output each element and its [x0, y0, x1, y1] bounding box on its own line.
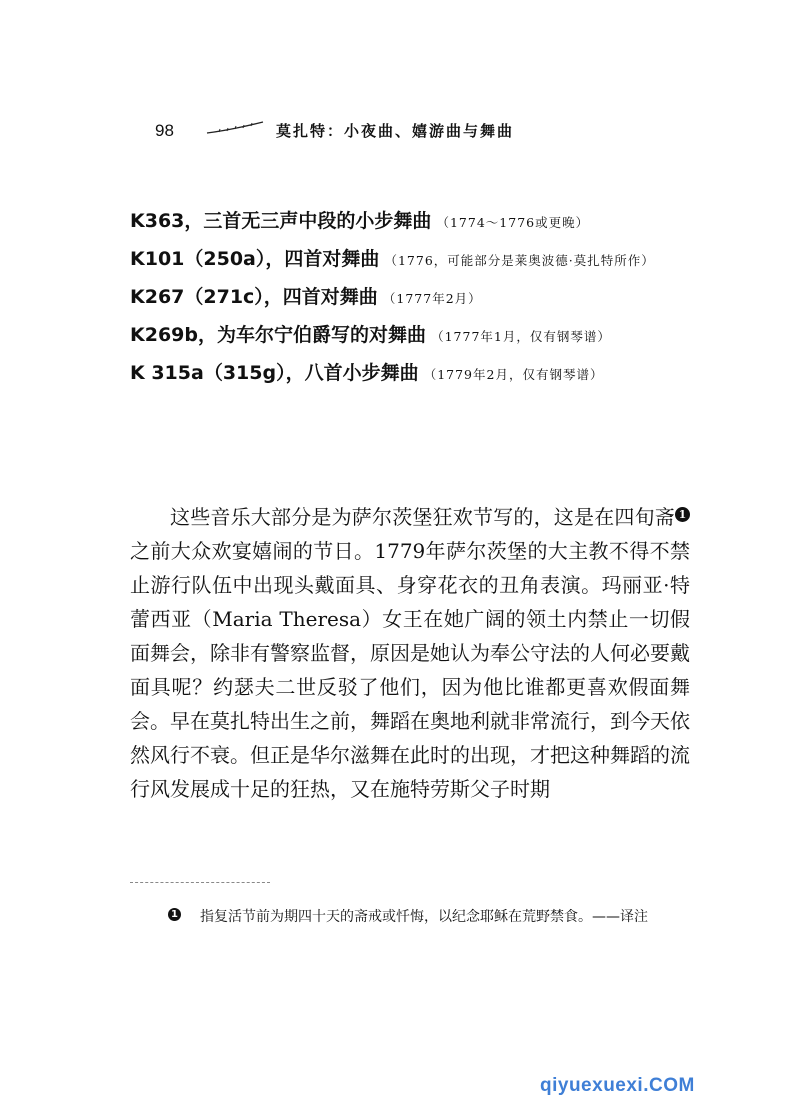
work-entry [130, 360, 695, 388]
work-title: K363，三首无三声中段的小步舞曲 [130, 210, 432, 232]
work-title: K101（250a），四首对舞曲 [130, 248, 380, 270]
page-number: 98 [155, 121, 174, 140]
work-title: K267（271c），四首对舞曲 [130, 286, 378, 308]
header-ornament [205, 120, 267, 134]
work-note: （1779年2月，仅有钢琴谱） [423, 367, 604, 382]
body-paragraph [130, 500, 690, 806]
work-note: （1777年2月） [382, 291, 482, 306]
footnote [168, 905, 693, 929]
body-text-before-note: 这些音乐大部分是为萨尔茨堡狂欢节写的，这是在四旬斋 [170, 505, 675, 529]
footnote-text: 指复活节前为期四十天的斋戒或忏悔，以纪念耶稣在荒野禁食。——译注 [200, 909, 648, 925]
running-head: 莫扎特：小夜曲、嬉游曲与舞曲 [276, 122, 515, 140]
body-text-after-note: 之前大众欢宴嬉闹的节日。1779年萨尔茨堡的大主教不得不禁止游行队伍中出现头戴面具、身穿花衣的丑角表演。玛丽亚·特蕾西亚（Maria Theresa）女王在她广阔的领土内禁止一切假面舞会，除非有警察监督，原因是她认为奉公守法的人何必要戴面具呢？约瑟夫二世反驳了他们，因为他比谁都更喜欢假面舞会。早在莫扎特出生之前，舞蹈在奥地利就非常流行，到今天依然风行不衰。但正是华尔滋舞在此时的出现，才把这种舞蹈的流行风发展成十足的狂热，又在施特劳斯父子时期 [130, 539, 690, 801]
footnote-reference-marker: 1 [675, 507, 690, 522]
work-note: （1776，可能部分是莱奥波德·莫扎特所作） [384, 253, 655, 268]
works-list [130, 208, 695, 398]
work-title: K 315a（315g），八首小步舞曲 [130, 362, 419, 384]
work-title: K269b，为车尔宁伯爵写的对舞曲 [130, 324, 426, 346]
work-note: （1774～1776或更晚） [436, 215, 590, 230]
watermark-logo: qiyuexuexi.COM [540, 1075, 695, 1096]
footnote-divider [130, 882, 270, 883]
work-entry [130, 246, 695, 274]
work-entry [130, 284, 695, 312]
footnote-marker: 1 [168, 908, 181, 921]
work-entry [130, 322, 695, 350]
work-entry [130, 208, 695, 236]
work-note: （1777年1月，仅有钢琴谱） [431, 329, 611, 344]
